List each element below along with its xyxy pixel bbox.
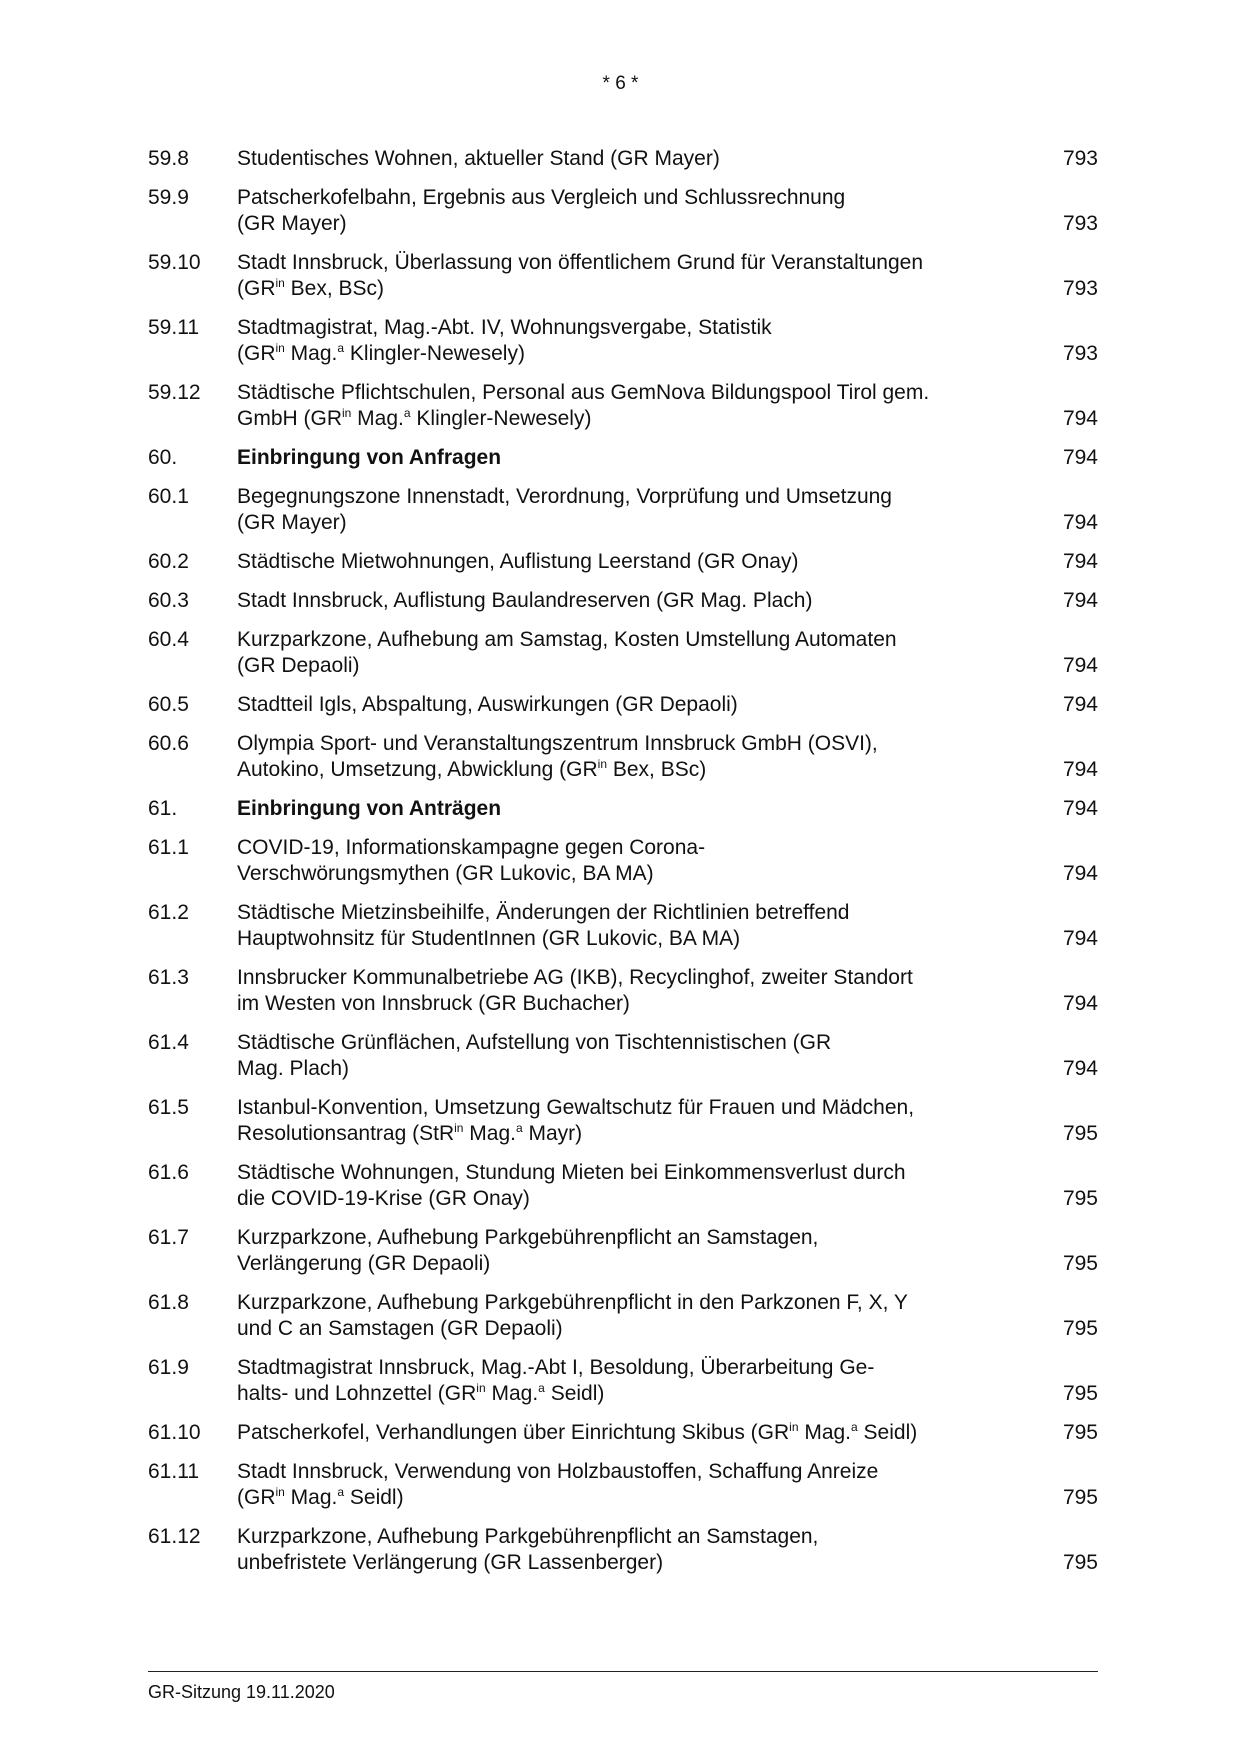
superscript: a: [851, 1420, 858, 1434]
title-text: Klingler-Newesely): [410, 407, 592, 430]
table-of-contents: [148, 146, 1098, 1589]
toc-entry-number: 61.: [148, 797, 178, 820]
footer-divider: [148, 1671, 1098, 1672]
toc-entry-title-line: [237, 900, 1027, 926]
toc-entry: [148, 965, 1098, 1017]
toc-entry-page: 795: [1062, 1122, 1098, 1145]
superscript: in: [476, 1381, 486, 1395]
toc-entry-title: [237, 1459, 1027, 1511]
toc-entry-number: 59.12: [148, 381, 201, 404]
toc-entry-title: [237, 185, 1027, 237]
toc-entry-title: [237, 1225, 1027, 1277]
superscript: a: [538, 1381, 545, 1395]
toc-entry-number: 61.9: [148, 1356, 189, 1379]
toc-entry-title: [237, 627, 1027, 679]
toc-entry-page: 794: [1062, 511, 1098, 534]
toc-entry-title: [237, 588, 1027, 614]
toc-entry-title-line: [237, 445, 1027, 471]
title-text: Stadtmagistrat, Mag.-Abt. IV, Wohnungsvergabe, Statistik: [237, 316, 772, 339]
toc-entry-title-line: [237, 1121, 1027, 1147]
toc-entry-title-line: [237, 549, 1027, 575]
toc-entry-page: 794: [1062, 550, 1098, 573]
toc-entry-title: [237, 1420, 1027, 1446]
toc-entry-title: [237, 965, 1027, 1017]
toc-entry-title-line: [237, 653, 1027, 679]
title-text: Stadt Innsbruck, Überlassung von öffentlichem Grund für Veranstaltungen: [237, 251, 924, 274]
toc-entry-page: 794: [1062, 992, 1098, 1015]
toc-entry-page: 795: [1062, 1317, 1098, 1340]
toc-entry: [148, 692, 1098, 718]
title-text: Seidl): [857, 1421, 918, 1444]
toc-entry-page: 794: [1062, 693, 1098, 716]
toc-entry-number: 61.2: [148, 901, 189, 924]
title-text: (GR Mayer): [237, 212, 347, 235]
title-text: Kurzparkzone, Aufhebung Parkgebührenpflicht in den Parkzonen F, X, Y: [237, 1291, 908, 1314]
toc-entry-title: [237, 484, 1027, 536]
title-text: Hauptwohnsitz für StudentInnen (GR Lukovic, BA MA): [237, 927, 741, 950]
toc-entry-title-line: [237, 1420, 1027, 1446]
toc-entry-title: [237, 1030, 1027, 1082]
title-text: Autokino, Umsetzung, Abwicklung (GR: [237, 758, 598, 781]
toc-entry-title-line: [237, 991, 1027, 1017]
toc-entry-title: [237, 1290, 1027, 1342]
toc-entry: [148, 445, 1098, 471]
title-text: Städtische Mietwohnungen, Auflistung Leerstand (GR Onay): [237, 550, 799, 573]
superscript: in: [342, 406, 352, 420]
toc-entry-title-line: [237, 627, 1027, 653]
toc-entry: [148, 250, 1098, 302]
toc-entry-title: [237, 315, 1027, 367]
toc-entry: [148, 380, 1098, 432]
toc-entry-page: 794: [1062, 407, 1098, 430]
title-text: unbefristete Verlängerung (GR Lassenberger): [237, 1551, 664, 1574]
toc-entry-page: 795: [1062, 1187, 1098, 1210]
toc-entry-title: [237, 1095, 1027, 1147]
title-text: Stadt Innsbruck, Verwendung von Holzbaustoffen, Schaffung Anreize: [237, 1460, 879, 1483]
title-text: Mayr): [522, 1122, 583, 1145]
toc-entry-number: 60.3: [148, 589, 189, 612]
toc-entry-page: 794: [1062, 446, 1098, 469]
title-text: Begegnungszone Innenstadt, Verordnung, Vorprüfung und Umsetzung: [237, 485, 892, 508]
toc-entry-title-line: [237, 588, 1027, 614]
toc-entry-title-line: [237, 1355, 1027, 1381]
toc-entry-number: 61.6: [148, 1161, 189, 1184]
toc-entry-title-line: [237, 146, 1027, 172]
title-text: Städtische Grünflächen, Aufstellung von Tischtennistischen (GR: [237, 1031, 832, 1054]
title-text: Bex, BSc): [607, 758, 707, 781]
title-text: Mag.: [351, 407, 404, 430]
title-text: Innsbrucker Kommunalbetriebe AG (IKB), Recyclinghof, zweiter Standort: [237, 966, 913, 989]
toc-entry: [148, 1290, 1098, 1342]
toc-entry-page: 794: [1062, 797, 1098, 820]
toc-entry-title-line: [237, 1550, 1027, 1576]
toc-entry: [148, 1355, 1098, 1407]
superscript: a: [515, 1121, 523, 1135]
toc-entry-title-line: [237, 965, 1027, 991]
title-text: Kurzparkzone, Aufhebung Parkgebührenpflicht an Samstagen,: [237, 1226, 819, 1249]
toc-entry-title-line: [237, 1251, 1027, 1277]
toc-entry: [148, 627, 1098, 679]
toc-entry-title-line: [237, 1056, 1027, 1082]
title-text: und C an Samstagen (GR Depaoli): [237, 1317, 563, 1340]
title-text: Resolutionsantrag (StR: [237, 1122, 455, 1145]
toc-entry-number: 61.3: [148, 966, 189, 989]
superscript: a: [403, 406, 411, 420]
toc-entry-number: 59.8: [148, 147, 189, 170]
toc-entry: [148, 484, 1098, 536]
title-text: COVID-19, Informationskampagne gegen Corona-: [237, 836, 706, 859]
title-text: Seidl): [544, 1382, 605, 1405]
toc-entry-number: 60.1: [148, 485, 189, 508]
toc-entry-number: 60.4: [148, 628, 189, 651]
toc-entry-page: 793: [1062, 147, 1098, 170]
toc-entry: [148, 1030, 1098, 1082]
toc-entry-title-line: [237, 1524, 1027, 1550]
toc-entry-title-line: [237, 406, 1027, 432]
title-text: Stadtmagistrat Innsbruck, Mag.-Abt I, Besoldung, Überarbeitung Ge-: [237, 1356, 875, 1379]
toc-section-heading: [237, 796, 1027, 822]
title-text: Städtische Mietzinsbeihilfe, Änderungen der Richtlinien betreffend: [237, 901, 850, 924]
toc-entry-title-line: [237, 1381, 1027, 1407]
toc-entry-number: 61.12: [148, 1525, 201, 1548]
title-text: die COVID-19-Krise (GR Onay): [237, 1187, 530, 1210]
title-text: Mag.: [284, 1486, 338, 1509]
title-text: Kurzparkzone, Aufhebung Parkgebührenpflicht an Samstagen,: [237, 1525, 819, 1548]
toc-entry-number: 61.1: [148, 836, 189, 859]
toc-entry-title-line: [237, 731, 1027, 757]
title-text: (GR: [237, 277, 276, 300]
title-text: Olympia Sport- und Veranstaltungszentrum Innsbruck GmbH (OSVI),: [237, 732, 878, 755]
toc-entry-title: [237, 835, 1027, 887]
toc-entry-title: [237, 549, 1027, 575]
title-text: Mag.: [284, 342, 338, 365]
title-text: halts- und Lohnzettel (GR: [237, 1382, 477, 1405]
superscript: in: [597, 757, 608, 771]
toc-entry: [148, 796, 1098, 822]
title-text: (GR: [237, 342, 276, 365]
toc-entry: [148, 549, 1098, 575]
title-text: Klingler-Newesely): [344, 342, 525, 365]
toc-entry-page: 794: [1062, 589, 1098, 612]
toc-entry-number: 61.10: [148, 1421, 201, 1444]
toc-entry-number: 61.5: [148, 1096, 189, 1119]
superscript: in: [789, 1420, 799, 1434]
title-text: Mag.: [485, 1382, 539, 1405]
toc-entry-page: 795: [1062, 1486, 1098, 1509]
toc-entry-title: [237, 731, 1027, 783]
title-text: Mag. Plach): [237, 1057, 350, 1080]
title-text: (GR Depaoli): [237, 654, 360, 677]
superscript: in: [275, 276, 285, 290]
toc-entry-number: 59.10: [148, 251, 201, 274]
toc-entry-title: [237, 900, 1027, 952]
title-text: Städtische Wohnungen, Stundung Mieten bei Einkommensverlust durch: [237, 1161, 906, 1184]
toc-entry: [148, 185, 1098, 237]
superscript: in: [454, 1121, 464, 1135]
footer-session-date: GR-Sitzung 19.11.2020: [148, 1682, 335, 1702]
toc-entry-page: 794: [1062, 1057, 1098, 1080]
toc-entry-title-line: [237, 1095, 1027, 1121]
toc-entry-title-line: [237, 861, 1027, 887]
toc-entry: [148, 1459, 1098, 1511]
toc-entry-title-line: [237, 276, 1027, 302]
toc-entry: [148, 315, 1098, 367]
toc-entry-number: 61.11: [148, 1460, 199, 1483]
title-text: GmbH (GR: [237, 407, 342, 430]
title-text: Einbringung von Anträgen: [237, 797, 502, 820]
title-text: Verlängerung (GR Depaoli): [237, 1252, 491, 1275]
toc-entry-page: 795: [1062, 1421, 1098, 1444]
toc-entry-title-line: [237, 796, 1027, 822]
toc-entry-number: 61.7: [148, 1226, 189, 1249]
title-text: (GR Mayer): [237, 511, 347, 534]
toc-entry-number: 60.: [148, 446, 178, 469]
toc-entry-title-line: [237, 1160, 1027, 1186]
toc-entry-page: 795: [1062, 1252, 1098, 1275]
title-text: Studentisches Wohnen, aktueller Stand (GR Mayer): [237, 147, 720, 170]
title-text: im Westen von Innsbruck (GR Buchacher): [237, 992, 630, 1015]
toc-entry-title-line: [237, 211, 1027, 237]
toc-entry-title: [237, 146, 1027, 172]
toc-entry-page: 794: [1062, 654, 1098, 677]
toc-entry-title-line: [237, 315, 1027, 341]
toc-entry-page: 794: [1062, 927, 1098, 950]
toc-entry-title-line: [237, 1186, 1027, 1212]
title-text: Verschwörungsmythen (GR Lukovic, BA MA): [237, 862, 654, 885]
toc-entry: [148, 1225, 1098, 1277]
toc-entry-title-line: [237, 1030, 1027, 1056]
toc-entry-number: 59.11: [148, 316, 199, 339]
toc-entry: [148, 588, 1098, 614]
title-text: Bex, BSc): [284, 277, 385, 300]
toc-entry-page: 793: [1062, 212, 1098, 235]
toc-entry-page: 793: [1062, 342, 1098, 365]
toc-entry-title-line: [237, 1225, 1027, 1251]
toc-entry-title-line: [237, 484, 1027, 510]
toc-entry-title: [237, 250, 1027, 302]
toc-entry: [148, 731, 1098, 783]
toc-entry: [148, 1095, 1098, 1147]
toc-entry: [148, 1160, 1098, 1212]
toc-entry-title: [237, 380, 1027, 432]
toc-entry: [148, 835, 1098, 887]
toc-entry-title-line: [237, 835, 1027, 861]
toc-entry-number: 61.4: [148, 1031, 189, 1054]
title-text: Patscherkofelbahn, Ergebnis aus Vergleich und Schlussrechnung: [237, 186, 846, 209]
toc-entry-page: 794: [1062, 862, 1098, 885]
toc-entry-number: 59.9: [148, 186, 189, 209]
toc-entry-number: 60.6: [148, 732, 189, 755]
toc-entry-title: [237, 1524, 1027, 1576]
toc-entry-number: 60.2: [148, 550, 189, 573]
title-text: Stadtteil Igls, Abspaltung, Auswirkungen (GR Depaoli): [237, 693, 738, 716]
title-text: (GR: [237, 1486, 276, 1509]
toc-entry-title-line: [237, 510, 1027, 536]
title-text: Kurzparkzone, Aufhebung am Samstag, Kosten Umstellung Automaten: [237, 628, 897, 651]
toc-entry: [148, 146, 1098, 172]
title-text: Städtische Pflichtschulen, Personal aus GemNova Bildungspool Tirol gem.: [237, 381, 930, 404]
toc-entry-page: 793: [1062, 277, 1098, 300]
superscript: a: [337, 1485, 345, 1499]
toc-entry-title-line: [237, 341, 1027, 367]
toc-entry-title-line: [237, 185, 1027, 211]
toc-entry-title-line: [237, 1459, 1027, 1485]
toc-entry-title-line: [237, 250, 1027, 276]
toc-entry-title-line: [237, 1316, 1027, 1342]
toc-entry-title-line: [237, 1290, 1027, 1316]
toc-entry-number: 61.8: [148, 1291, 189, 1314]
superscript: a: [337, 341, 345, 355]
title-text: Mag.: [463, 1122, 516, 1145]
toc-entry-page: 795: [1062, 1551, 1098, 1574]
title-text: Stadt Innsbruck, Auflistung Baulandreserven (GR Mag. Plach): [237, 589, 813, 612]
toc-entry-title: [237, 1355, 1027, 1407]
toc-entry-title: [237, 692, 1027, 718]
toc-entry-number: 60.5: [148, 693, 189, 716]
toc-entry-title-line: [237, 1485, 1027, 1511]
toc-entry-title-line: [237, 380, 1027, 406]
toc-entry-title-line: [237, 692, 1027, 718]
toc-entry: [148, 900, 1098, 952]
toc-entry-page: 794: [1062, 758, 1098, 781]
title-text: Mag.: [798, 1421, 852, 1444]
toc-entry-page: 795: [1062, 1382, 1098, 1405]
toc-entry-title: [237, 1160, 1027, 1212]
page-number: * 6 *: [602, 73, 639, 94]
toc-section-heading: [237, 445, 1027, 471]
title-text: Einbringung von Anfragen: [237, 446, 502, 469]
toc-entry: [148, 1524, 1098, 1576]
toc-entry: [148, 1420, 1098, 1446]
toc-entry-title-line: [237, 757, 1027, 783]
superscript: in: [275, 341, 285, 355]
title-text: Seidl): [344, 1486, 404, 1509]
title-text: Istanbul-Konvention, Umsetzung Gewaltschutz für Frauen und Mädchen,: [237, 1096, 915, 1119]
title-text: Patscherkofel, Verhandlungen über Einrichtung Skibus (GR: [237, 1421, 790, 1444]
toc-entry-title-line: [237, 926, 1027, 952]
superscript: in: [275, 1485, 285, 1499]
